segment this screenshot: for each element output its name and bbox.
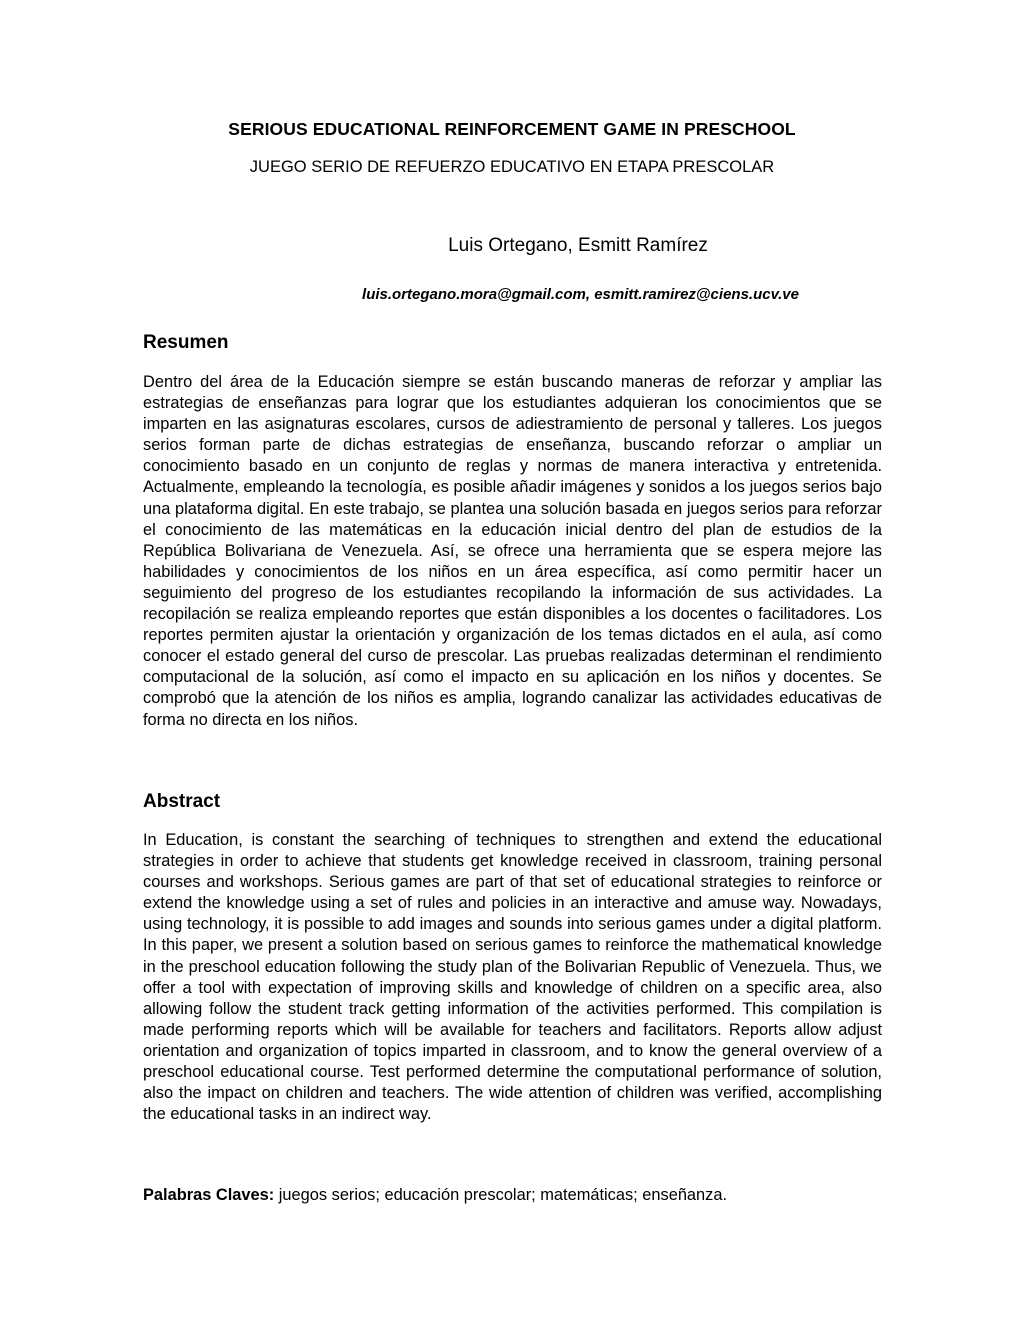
keywords-text: juegos serios; educación prescolar; matemáticas; enseñanza. — [274, 1186, 728, 1204]
abstract-body: In Education, is constant the searching of techniques to strengthen and extend the educational strategies in order to achieve that students get knowledge received in classroom, training personal courses and workshops. Serious games are part of that set of educational strategies to reinforce or extend the knowledge using a set of rules and policies in an interactive and amuse way. Nowadays, using technology, it is possible to add images and sounds into serious games under a digital platform. In this paper, we present a solution based on serious games to reinforce the mathematical knowledge in the preschool education following the study plan of the Bolivarian Republic of Venezuela. Thus, we offer a tool with expectation of improving skills and knowledge of children on a specific area, also allowing follow the student track getting information of the activities performed. This compilation is made performing reports which will be available for teachers and facilitators. Reports allow adjust orientation and organization of topics imparted in classroom, and to know the general overview of a preschool educational course. Test performed determine the computational performance of solution, also the impact on children and teachers. The wide attention of children was verified, accomplishing the educational tasks in an indirect way. — [143, 831, 882, 1124]
paper-subtitle: JUEGO SERIO DE REFUERZO EDUCATIVO EN ETAPA PRESCOLAR — [249, 158, 775, 176]
paper-title: SERIOUS EDUCATIONAL REINFORCEMENT GAME IN PRESCHOOL — [228, 119, 796, 139]
keywords-label: Palabras Claves: — [143, 1186, 275, 1204]
resumen-heading: Resumen — [143, 332, 229, 353]
abstract-heading: Abstract — [143, 791, 221, 812]
keywords-line — [143, 1185, 882, 1206]
author-emails: luis.ortegano.mora@gmail.com, esmitt.ramirez@ciens.ucv.ve — [362, 286, 799, 303]
paper-authors: Luis Ortegano, Esmitt Ramírez — [448, 235, 708, 256]
resumen-body: Dentro del área de la Educación siempre se están buscando maneras de reforzar y ampliar las estrategias de enseñanzas para lograr que los estudiantes adquieran los conocimientos que se imparten en las asignaturas escolares, cursos de adiestramiento de personal y talleres. Los juegos serios forman parte de dichas estrategias de enseñanza, buscando reforzar o ampliar un conocimiento basado en un conjunto de reglas y normas de manera interactiva y entretenida. Actualmente, empleando la tecnología, es posible añadir imágenes y sonidos a los juegos serios bajo una plataforma digital. En este trabajo, se plantea una solución basada en juegos serios para reforzar el conocimiento de las matemáticas en la educación inicial dentro del plan de estudios de la República Bolivariana de Venezuela. Así, se ofrece una herramienta que se espera mejore las habilidades y conocimientos de los niños en un área específica, así como permitir hacer un seguimiento del progreso de los estudiantes recopilando la información de sus actividades. La recopilación se realiza empleando reportes que están disponibles a los docentes o facilitadores. Los reportes permiten ajustar la orientación y organización de los temas dictados en el aula, así como conocer el estado general del curso de prescolar. Las pruebas realizadas determinan el rendimiento computacional de la solución, así como el impacto en su aplicación en los niños y docentes. Se comprobó que la atención de los niños es amplia, logrando canalizar las actividades educativas de forma no directa en los niños. — [143, 373, 882, 729]
